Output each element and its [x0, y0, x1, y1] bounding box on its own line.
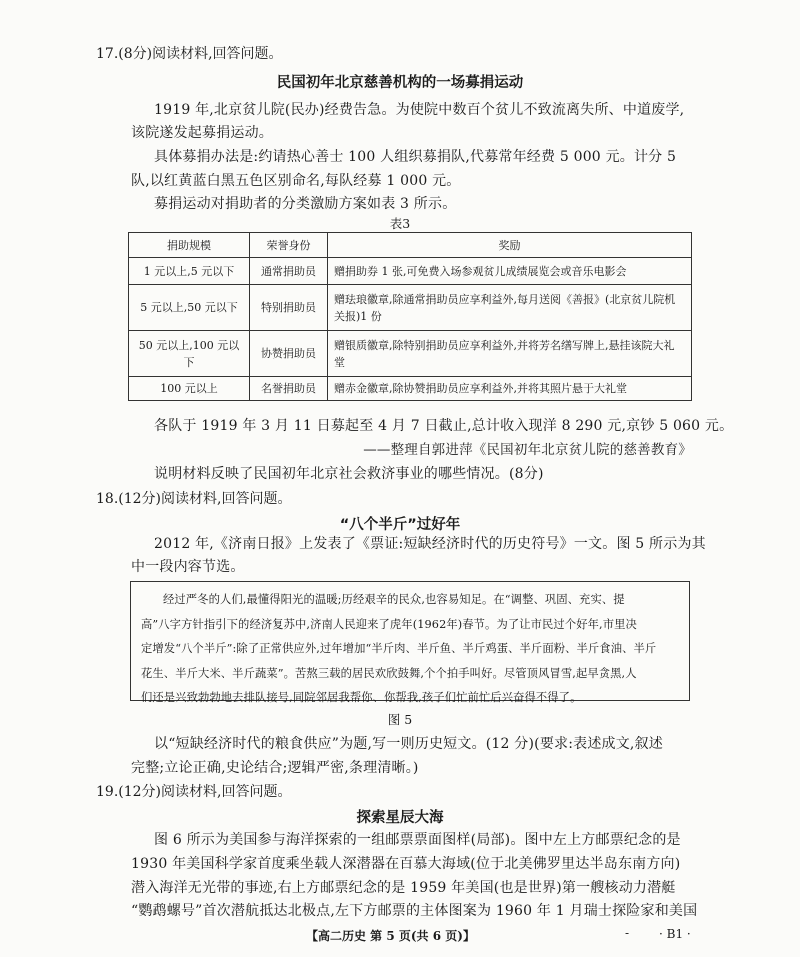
- table-cell-scale: 100 元以上: [129, 377, 250, 401]
- page-footer: 【高二历史 第 5 页(共 6 页)】: [306, 929, 475, 943]
- q17-para2-line2: 队,以红黄蓝白黑五色区别命名,每队经募 1 000 元。: [131, 173, 461, 189]
- figure5-line: 高”八字方针指引下的经济复苏中,济南人民迎来了虎年(1962年)春节。为了让市民过个好年,市里决: [141, 617, 637, 631]
- q19-para1-line1: 图 6 所示为美国参与海洋探索的一组邮票票面图样(局部)。图中左上方邮票纪念的是: [154, 832, 681, 848]
- q17-header: 17.(8分)阅读材料,回答问题。: [96, 46, 283, 62]
- q19-para1-line4: “鹦鹉螺号”首次潜航抵达北极点,左下方邮票的主体图案为 1960 年 1 月瑞士探险家和美国: [131, 903, 698, 919]
- figure5-line: 经过严冬的人们,最懂得阳光的温暖;历经艰辛的民众,也容易知足。在“调整、巩固、充实、提: [163, 593, 625, 606]
- table-cell-reward: 赠珐琅徽章,除通常捐助员应享利益外,每月送阅《善报》(北京贫儿院机关报)1 份: [328, 285, 692, 331]
- footer-dash: -: [625, 926, 630, 940]
- table-row: [129, 258, 692, 285]
- table-cell-reward: 赠银质徽章,除特别捐助员应享利益外,并将芳名缮写牌上,悬挂该院大礼堂: [328, 331, 692, 377]
- table-row: [129, 285, 692, 331]
- q19-title: 探索星辰大海: [356, 810, 444, 826]
- figure5-excerpt-box: [130, 581, 690, 704]
- table-header-row: [129, 233, 692, 258]
- q17-para3: 募捐运动对捐助者的分类激励方案如表 3 所示。: [154, 196, 457, 212]
- figure5-line: 定增发“八个半斤”:除了正常供应外,过年增加“半斤肉、半斤鱼、半斤鸡蛋、半斤面粉、半斤食油、半斤: [141, 642, 657, 655]
- q18-question-line1: 以“短缺经济时代的粮食供应”为题,写一则历史短文。(12 分)(要求:表述成文,叙述: [154, 736, 663, 752]
- table-cell-title: 协赞捐助员: [250, 331, 328, 377]
- q17-para4: 各队于 1919 年 3 月 11 日募起至 4 月 7 日截止,总计收入现洋 8 290 元,京钞 5 060 元。: [154, 418, 734, 434]
- q18-question-line2: 完整;立论正确,史论结合;逻辑严密,条理清晰。): [131, 760, 419, 776]
- table-header-scale: 捐助规模: [129, 233, 250, 258]
- figure5-caption: 图 5: [387, 712, 413, 727]
- q19-header: 19.(12分)阅读材料,回答问题。: [96, 784, 292, 800]
- table-cell-reward: 赠捐助券 1 张,可免费入场参观贫儿成绩展览会或音乐电影会: [328, 258, 692, 285]
- figure5-line: 花生、半斤大米、半斤蔬菜”。苦熬三载的居民欢欣鼓舞,个个拍手叫好。尽管顶风冒雪,起早贪黑,人: [141, 666, 637, 680]
- q18-header: 18.(12分)阅读材料,回答问题。: [96, 491, 292, 507]
- table-header-reward: 奖励: [328, 233, 692, 258]
- q17-para1-line2: 该院遂发起募捐运动。: [131, 125, 273, 141]
- q17-question: 说明材料反映了民国初年北京社会救济事业的哪些情况。(8分): [154, 466, 544, 482]
- table3: [128, 232, 692, 401]
- q17-para2-line1: 具体募捐办法是:约请热心善士 100 人组织募捐队,代募常年经费 5 000 元。计分 5: [154, 149, 677, 165]
- table-row: [129, 331, 692, 377]
- table-cell-scale: 50 元以上,100 元以下: [129, 331, 250, 377]
- table-cell-reward: 赠赤金徽章,除协赞捐助员应享利益外,并将其照片悬于大礼堂: [328, 377, 692, 401]
- table3-caption: 表3: [389, 216, 411, 231]
- table-header-title: 荣誉身份: [250, 233, 328, 258]
- table-cell-title: 名誉捐助员: [250, 377, 328, 401]
- footer-code: · B1 ·: [659, 927, 691, 941]
- q19-para1-line2: 1930 年美国科学家首度乘坐载人深潜器在百慕大海域(位于北美佛罗里达半岛东南方向): [131, 856, 681, 872]
- table-cell-title: 通常捐助员: [250, 258, 328, 285]
- figure5-line: 们还是兴致勃勃地去排队接号,同院邻居我帮你、你帮我,孩子们忙前忙后兴奋得不得了。: [141, 691, 582, 704]
- q18-title: “八个半斤”过好年: [339, 517, 461, 533]
- table-cell-title: 特别捐助员: [250, 285, 328, 331]
- table-row: [129, 377, 692, 401]
- q19-para1-line3: 潜入海洋无光带的事迹,右上方邮票纪念的是 1959 年美国(也是世界)第一艘核动力潜艇: [131, 880, 676, 896]
- q17-title: 民国初年北京慈善机构的一场募捐运动: [276, 75, 524, 91]
- table-cell-scale: 1 元以上,5 元以下: [129, 258, 250, 285]
- q18-para1-line1: 2012 年,《济南日报》上发表了《票证:短缺经济时代的历史符号》一文。图 5 所示为其: [154, 536, 706, 552]
- table-cell-scale: 5 元以上,50 元以下: [129, 285, 250, 331]
- q17-source: ——整理自郭进萍《民国初年北京贫儿院的慈善教育》: [363, 442, 692, 458]
- q18-para1-line2: 中一段内容节选。: [131, 559, 245, 575]
- q17-para1-line1: 1919 年,北京贫儿院(民办)经费告急。为使院中数百个贫儿不致流离失所、中道废学,: [154, 102, 685, 118]
